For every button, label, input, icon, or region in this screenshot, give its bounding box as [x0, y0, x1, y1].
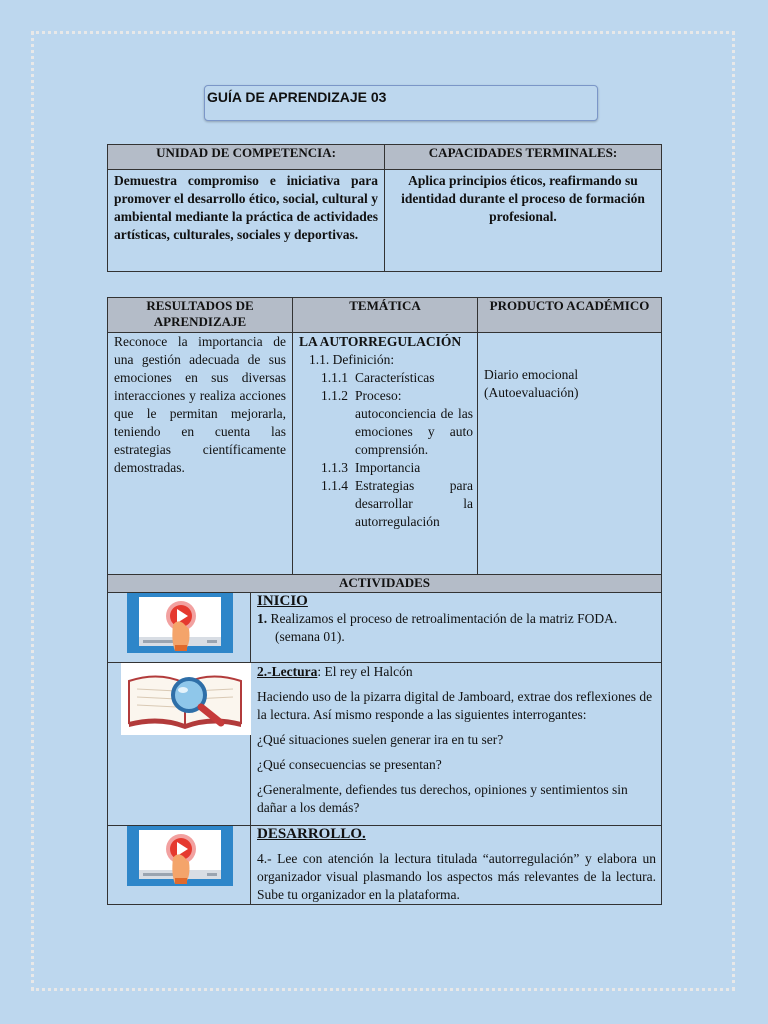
producto-cell — [478, 333, 662, 579]
inicio-text-line — [257, 610, 656, 628]
tematica-item — [299, 387, 473, 459]
video-player-icon — [127, 593, 233, 653]
page-title: GUÍA DE APRENDIZAJE 03 — [207, 89, 387, 105]
title-box — [204, 85, 598, 121]
lectura-cell — [251, 663, 662, 826]
competencia-table — [107, 144, 662, 272]
lectura-image-cell — [108, 663, 251, 826]
tematica-title: LA AUTORREGULACIÓN — [299, 334, 462, 349]
inicio-number: 1. — [257, 611, 268, 626]
tematica-item — [299, 459, 473, 477]
desarrollo-image-cell — [108, 826, 251, 905]
unidad-text: Demuestra compromiso e iniciativa para promover el desarrollo ético, social, cultural y ambiental mediante la práctica de actividades artísticas, culturales, sociales y deportivas. — [108, 170, 385, 272]
inicio-text: Realizamos el proceso de retroalimentación de la matriz FODA. — [270, 611, 618, 626]
actividades-header: ACTIVIDADES — [108, 575, 662, 593]
tematica-item — [299, 477, 473, 531]
tematica-item-text: Estrategias para desarrollar la autorregulación — [355, 478, 473, 529]
producto-header: PRODUCTO ACADÉMICO — [478, 298, 662, 333]
desarrollo-title: DESARROLLO. — [257, 826, 366, 842]
lectura-question: ¿Qué consecuencias se presentan? — [257, 757, 442, 772]
resultados-table — [107, 297, 662, 579]
inicio-cell — [251, 593, 662, 663]
tematica-item-text: Características — [355, 370, 435, 385]
tematica-subtitle: 1.1. Definición: — [309, 352, 395, 367]
video-player-icon — [127, 826, 233, 886]
actividades-table — [107, 574, 662, 905]
producto-line: Diario emocional — [484, 367, 579, 382]
inicio-note: (semana 01). — [275, 629, 345, 644]
tematica-item-number: 1.1.4 — [321, 478, 348, 493]
capacidades-header: CAPACIDADES TERMINALES: — [385, 145, 662, 170]
lectura-label: 2.-Lectura — [257, 664, 318, 679]
tematica-header: TEMÁTICA — [293, 298, 478, 333]
tematica-item-number: 1.1.1 — [321, 370, 348, 385]
tematica-item-number: 1.1.2 — [321, 388, 348, 403]
tematica-item-text: Importancia — [355, 460, 421, 475]
tematica-item-number: 1.1.3 — [321, 460, 348, 475]
inicio-image-cell — [108, 593, 251, 663]
resultados-header: RESULTADOS DE APRENDIZAJE — [108, 298, 293, 333]
unidad-header: UNIDAD DE COMPETENCIA: — [108, 145, 385, 170]
lectura-question: ¿Generalmente, defiendes tus derechos, opiniones y sentimientos sin dañar a los demás? — [257, 782, 628, 815]
lectura-instructions: Haciendo uso de la pizarra digital de Jamboard, extrae dos reflexiones de la lectura. Así mismo responde a las siguientes interrogantes: — [257, 689, 653, 722]
inicio-title: INICIO — [257, 593, 308, 609]
resultado-text: Reconoce la importancia de una gestión adecuada de sus emociones en sus diversas interacciones y realiza acciones que le permitan mejorarla, teniendo en cuenta las estrategias científicamente demostradas. — [108, 333, 293, 579]
tematica-item — [299, 369, 473, 387]
capacidades-text: Aplica principios éticos, reafirmando su identidad durante el proceso de formación profesional. — [385, 170, 662, 272]
lectura-title-line — [257, 663, 656, 681]
desarrollo-cell — [251, 826, 662, 905]
book-magnifier-icon — [121, 663, 251, 735]
lectura-title: : El rey el Halcón — [317, 664, 413, 679]
lectura-question: ¿Qué situaciones suelen generar ira en tu ser? — [257, 732, 504, 747]
desarrollo-text: 4.- Lee con atención la lectura titulada “autorregulación” y elabora un organizador visual plasmando los aspectos más relevantes de la lectura. Sube tu organizador en la plataforma. — [257, 851, 656, 902]
producto-line: (Autoevaluación) — [484, 385, 579, 400]
tematica-cell — [293, 333, 478, 579]
tematica-item-text: Proceso: autoconciencia de las emociones y auto comprensión. — [355, 388, 473, 457]
